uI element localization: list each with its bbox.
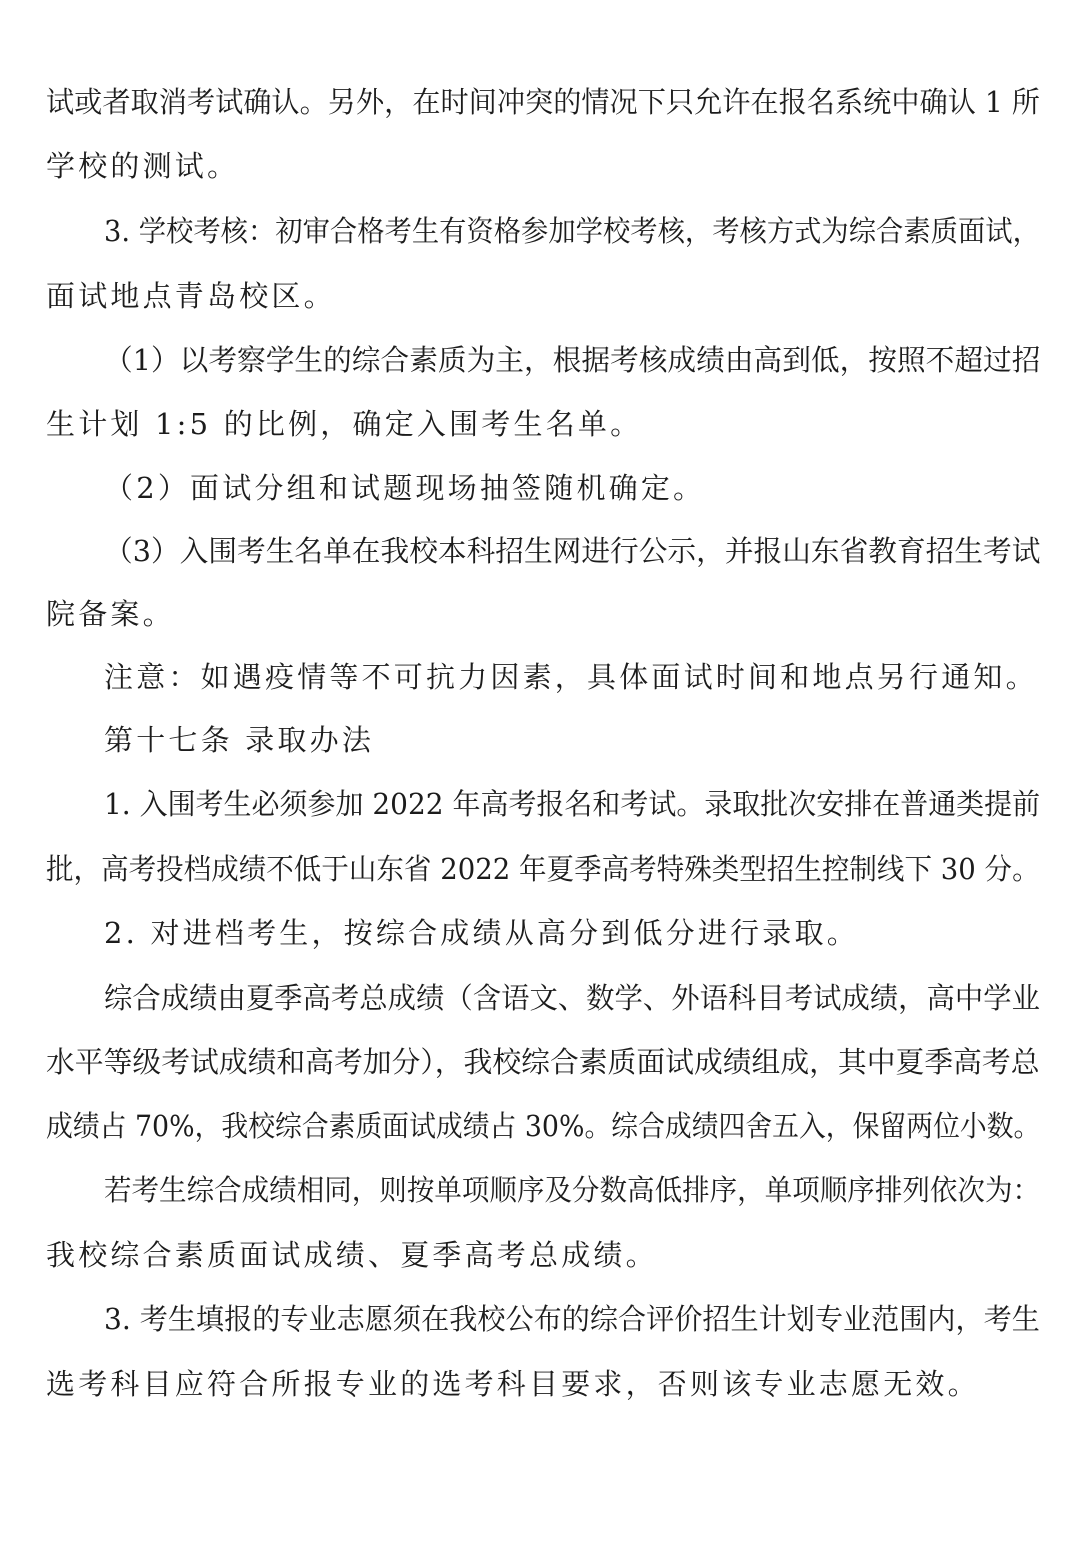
text-line: （3）入围考生名单在我校本科招生网进行公示，并报山东省教育招生考试 [104, 534, 1041, 568]
text-line: 注意：如遇疫情等不可抗力因素，具体面试时间和地点另行通知。 [104, 660, 1038, 694]
text-line: 水平等级考试成绩和高考加分），我校综合素质面试成绩组成，其中夏季高考总 [46, 1045, 1040, 1079]
text-line: 成绩占 70%，我校综合素质面试成绩占 30%。综合成绩四舍五入，保留两位小数。 [46, 1109, 1041, 1143]
text-line: 3. 学校考核：初审合格考生有资格参加学校考核，考核方式为综合素质面试， [104, 214, 1040, 248]
text-line: 1. 入围考生必须参加 2022 年高考报名和考试。录取批次安排在普通类提前 [104, 787, 1041, 821]
text-line: 面试地点青岛校区。 [46, 279, 336, 313]
text-line: 若考生综合成绩相同，则按单项顺序及分数高低排序，单项顺序排列依次为： [104, 1173, 1041, 1207]
text-line: 我校综合素质面试成绩、夏季高考总成绩。 [46, 1238, 658, 1272]
text-line: （1）以考察学生的综合素质为主，根据考核成绩由高到低，按照不超过招 [104, 343, 1041, 377]
text-line: 试或者取消考试确认。另外，在时间冲突的情况下只允许在报名系统中确认 1 所 [46, 85, 1040, 119]
text-line: 生计划 1:5 的比例，确定入围考生名单。 [46, 407, 643, 441]
text-line: 综合成绩由夏季高考总成绩（含语文、数学、外语科目考试成绩，高中学业 [104, 981, 1041, 1015]
text-line: 批，高考投档成绩不低于山东省 2022 年夏季高考特殊类型招生控制线下 30 分。 [46, 852, 1040, 886]
text-line: （2）面试分组和试题现场抽签随机确定。 [104, 471, 706, 505]
text-line: 选考科目应符合所报专业的选考科目要求，否则该专业志愿无效。 [46, 1367, 980, 1401]
text-line: 院备案。 [46, 597, 175, 631]
text-line: 学校的测试。 [46, 149, 240, 183]
section-heading: 第十七条 录取办法 [104, 723, 375, 757]
text-line: 2. 对进档考生，按综合成绩从高分到低分进行录取。 [104, 916, 859, 950]
text-line: 3. 考生填报的专业志愿须在我校公布的综合评价招生计划专业范围内，考生 [104, 1302, 1040, 1336]
